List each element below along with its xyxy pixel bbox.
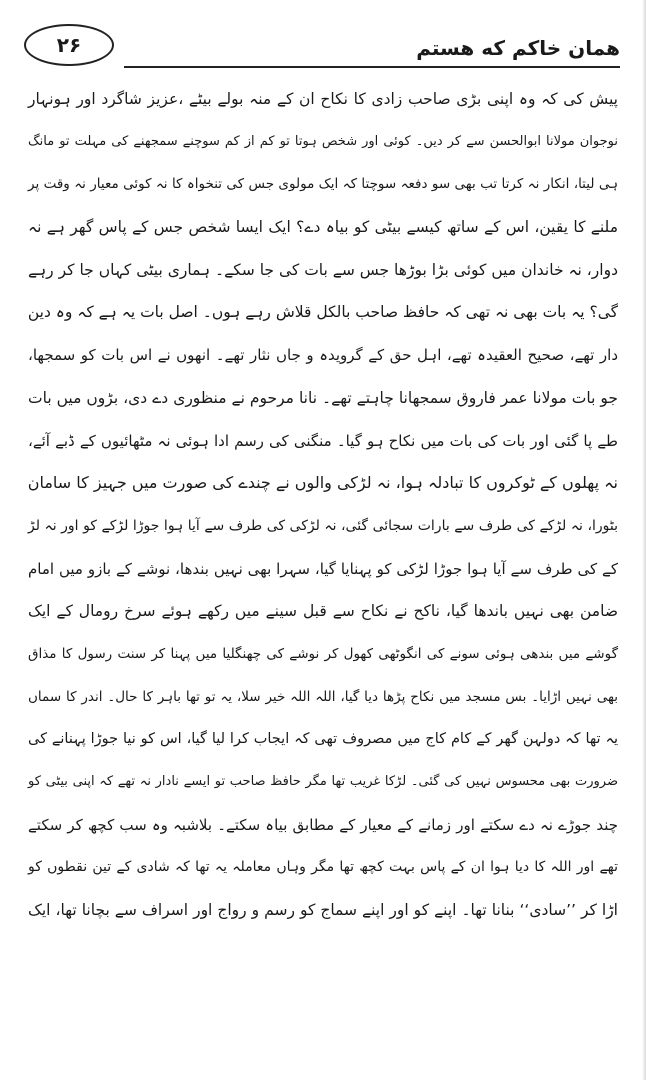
text-line: ملنے کا یقین، اس کے ساتھ کیسے بیٹی کو بیاہ دے؟ ایک ایسا شخص جس کے پاس گھر ہے نہ (28, 218, 618, 237)
header-rule (124, 66, 620, 68)
body-text (28, 78, 618, 932)
text-line: پیش کی کہ وہ اپنی بڑی صاحب زادی کا نکاح ان کے منہ بولے بیٹے ،عزیز شاگرد اور ہونہار (28, 90, 618, 108)
text-line: کے کی طرف سے آیا ہوا جوڑا لڑکی کو پہنایا گیا، سہرا بھی نہیں بندھا، نوشے کے بازو میں امام (28, 559, 618, 578)
text-line: گوشے میں بندھی ہوئی سونے کی انگوٹھی کھول کر نوشے کی چھنگلیا میں پہنا کر سنت رسول کا مذاق (28, 645, 618, 662)
page-number: ۲۶ (24, 24, 114, 66)
text-line: بٹورا، نہ لڑکے کی طرف سے بارات سجائی گئی، نہ لڑکی کی طرف سے آیا ہوا جوڑا لڑکے کو اور نہ لڑ (28, 517, 618, 534)
text-line: ضامن بھی نہیں باندھا گیا، ناکح نے نکاح سے قبل سینے میں رکھے ہوئے سرخ رومال کے ایک (28, 602, 618, 621)
page-edge-shadow (642, 0, 646, 1080)
text-line: ہی لیتا، انکار نہ کرتا تب بھی سو دفعہ سوچتا کہ ایک مولوی جس کی تنخواہ کا نہ کوئی معیار نہ وقت پر (28, 176, 618, 193)
text-line: بھی نہیں اڑایا۔ بس مسجد میں نکاح پڑھا دیا گیا، اللہ اللہ خیر سلا، یہ تو تھا باہر کا حال۔ اندر کا سماں (28, 688, 618, 705)
running-title: همان خاکم که هستم (416, 36, 620, 60)
text-line: ضرورت بھی محسوس نہیں کی گئی۔ لڑکا غریب تھا مگر حافظ صاحب تو ایسے نادار نہ تھے کہ اپنی بیٹی کو (28, 774, 618, 789)
text-line: دار تھے، صحیح العقیدہ تھے، اہل حق کے گرویدہ و جاں نثار تھے۔ انھوں نے اس بات کو سمجھا، (28, 346, 618, 365)
text-line: جو بات مولانا عمر فاروق سمجھانا چاہتے تھے۔ نانا مرحوم نے منظوری دے دی، بڑوں میں بات (28, 388, 618, 407)
text-line: نوجوان مولانا ابوالحسن سے کر دیں۔ کوئی اور شخص ہوتا تو کم از کم سوچنے سمجھنے کی مہلت تو مانگ (28, 133, 618, 149)
text-line: تھے اور اللہ کا دیا ہوا ان کے پاس بہت کچھ تھا مگر وہاں معاملہ یہ تھا کہ شادی کے تین نقطوں کو (28, 859, 618, 876)
text-line: اڑا کر ’’سادی‘‘ بنانا تھا۔ اپنے کو اور اپنے سماج کو رسم و رواج اور اسراف سے بچانا تھا، ایک (28, 901, 618, 920)
page-header (24, 24, 620, 70)
text-line: گی؟ یہ بات بھی نہ تھی کہ حافظ صاحب بالکل قلاش رہے ہوں۔ اصل بات یہ ہے کہ وہ دین (27, 303, 618, 322)
text-line: نہ پھلوں کے ٹوکروں کا تبادلہ ہوا، نہ لڑکی والوں نے چندے کی صورت میں جہیز کا سامان (27, 473, 618, 493)
text-line: دوار، نہ خاندان میں کوئی بڑا بوڑھا جس سے بات کی جا سکے۔ ہماری بیٹی کہاں جا کر رہے (28, 260, 618, 279)
text-line: طے پا گئی اور بات کی بات میں نکاح ہو گیا۔ منگنی کی رسم ادا ہوئی نہ مٹھائیوں کے ڈبے آئے، (28, 431, 618, 450)
text-line: یہ تھا کہ دولہن گھر کے کام کاج میں مصروف تھی کہ ایجاب کرا لیا گیا، اس کو نیا جوڑا پہنانے کی (28, 731, 618, 748)
text-line: چند جوڑے نہ دے سکتے اور زمانے کے معیار کے مطابق بیاہ سکتے۔ بلاشبہ وہ سب کچھ کر سکتے (28, 815, 618, 834)
